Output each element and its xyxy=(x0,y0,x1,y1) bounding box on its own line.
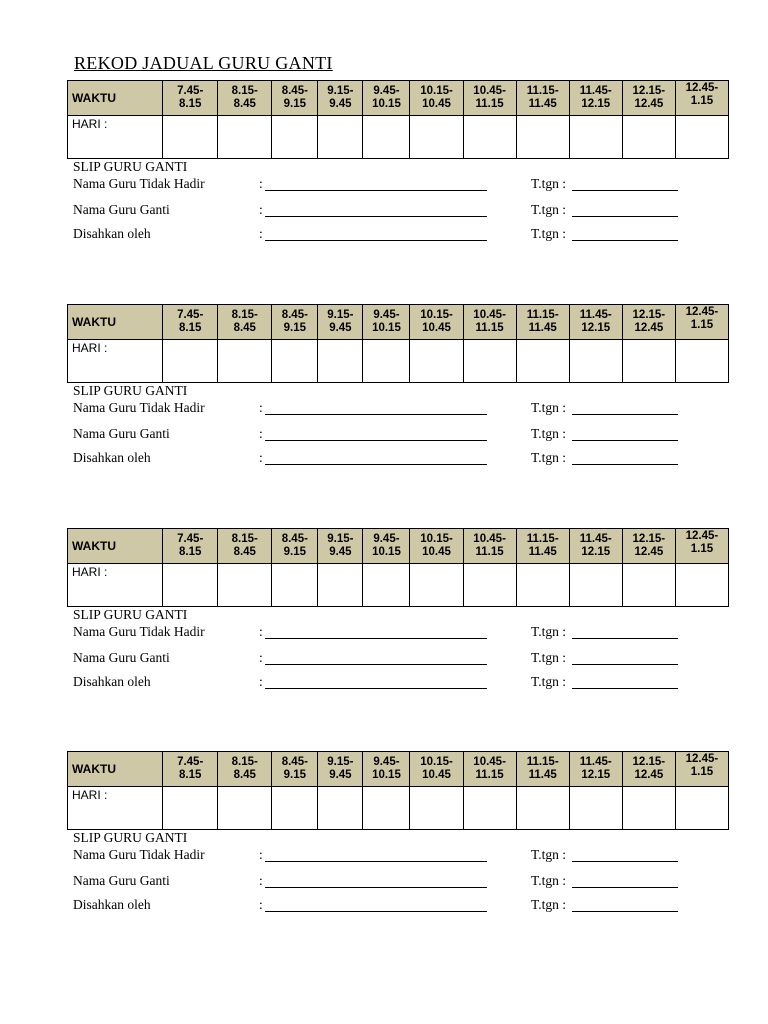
row-label-hari: HARI : xyxy=(68,340,163,383)
schedule-cell[interactable] xyxy=(569,787,622,830)
schedule-cell[interactable] xyxy=(675,116,728,159)
header-waktu: WAKTU xyxy=(68,752,163,787)
slip-field-row xyxy=(73,674,683,692)
schedule-cell[interactable] xyxy=(622,564,675,607)
timetable-hari-row xyxy=(68,116,729,159)
slip-field-label: Disahkan oleh xyxy=(73,226,151,241)
colon: : xyxy=(259,897,263,912)
schedule-cell[interactable] xyxy=(410,564,463,607)
slip-field-label: Nama Guru Tidak Hadir xyxy=(73,624,205,639)
slip-field-blank[interactable] xyxy=(265,190,487,191)
signature-label: T.tgn : xyxy=(531,226,566,241)
header-time-slot: 8.45- 9.15 xyxy=(272,305,318,340)
colon: : xyxy=(259,847,263,862)
schedule-cell[interactable] xyxy=(569,564,622,607)
signature-label: T.tgn : xyxy=(531,176,566,191)
colon: : xyxy=(259,176,263,191)
signature-blank[interactable] xyxy=(572,414,678,415)
slip-field-blank[interactable] xyxy=(265,216,487,217)
header-time-slot: 11.45- 12.15 xyxy=(569,81,622,116)
schedule-cell[interactable] xyxy=(516,787,569,830)
schedule-cell[interactable] xyxy=(622,116,675,159)
header-time-slot: 11.15- 11.45 xyxy=(516,752,569,787)
schedule-cell[interactable] xyxy=(318,340,363,383)
slip-field-row xyxy=(73,450,683,468)
slip-field-label: Disahkan oleh xyxy=(73,674,151,689)
signature-label: T.tgn : xyxy=(531,202,566,217)
slip-field-blank[interactable] xyxy=(265,414,487,415)
slip-field-row xyxy=(73,426,683,444)
header-time-slot: 11.15- 11.45 xyxy=(516,305,569,340)
schedule-block xyxy=(67,304,729,473)
slip-field-blank[interactable] xyxy=(265,464,487,465)
timetable-hari-row xyxy=(68,340,729,383)
schedule-cell[interactable] xyxy=(318,564,363,607)
header-time-slot: 8.15- 8.45 xyxy=(218,752,272,787)
schedule-cell[interactable] xyxy=(272,564,318,607)
page-title: REKOD JADUAL GURU GANTI xyxy=(74,53,333,73)
row-label-hari: HARI : xyxy=(68,116,163,159)
schedule-block xyxy=(67,751,729,920)
schedule-cell[interactable] xyxy=(363,116,410,159)
header-time-slot: 10.15- 10.45 xyxy=(410,752,463,787)
header-time-slot: 12.15- 12.45 xyxy=(622,305,675,340)
signature-label: T.tgn : xyxy=(531,624,566,639)
slip-title: SLIP GURU GANTI xyxy=(73,830,188,845)
signature-blank[interactable] xyxy=(572,240,678,241)
schedule-cell[interactable] xyxy=(272,116,318,159)
slip-field-blank[interactable] xyxy=(265,911,487,912)
slip-field-row xyxy=(73,202,683,220)
colon: : xyxy=(259,674,263,689)
schedule-cell[interactable] xyxy=(318,787,363,830)
schedule-cell[interactable] xyxy=(163,116,218,159)
schedule-cell[interactable] xyxy=(463,564,516,607)
schedule-cell[interactable] xyxy=(675,564,728,607)
schedule-cell[interactable] xyxy=(363,787,410,830)
slip-title: SLIP GURU GANTI xyxy=(73,607,188,622)
slip-field-blank[interactable] xyxy=(265,638,487,639)
schedule-cell[interactable] xyxy=(463,340,516,383)
slip-title: SLIP GURU GANTI xyxy=(73,383,188,398)
row-label-hari: HARI : xyxy=(68,787,163,830)
slip-field-row xyxy=(73,847,683,865)
signature-label: T.tgn : xyxy=(531,450,566,465)
schedule-cell[interactable] xyxy=(463,116,516,159)
signature-label: T.tgn : xyxy=(531,650,566,665)
schedule-cell[interactable] xyxy=(410,340,463,383)
schedule-block xyxy=(67,528,729,697)
signature-label: T.tgn : xyxy=(531,674,566,689)
slip-field-blank[interactable] xyxy=(265,240,487,241)
colon: : xyxy=(259,426,263,441)
header-time-slot: 11.15- 11.45 xyxy=(516,529,569,564)
slip-field-label: Nama Guru Ganti xyxy=(73,426,170,441)
signature-label: T.tgn : xyxy=(531,400,566,415)
slip-field-label: Nama Guru Tidak Hadir xyxy=(73,176,205,191)
signature-blank[interactable] xyxy=(572,911,678,912)
slip-field-label: Nama Guru Ganti xyxy=(73,873,170,888)
colon: : xyxy=(259,202,263,217)
header-time-slot: 9.45- 10.15 xyxy=(363,529,410,564)
schedule-cell[interactable] xyxy=(363,340,410,383)
colon: : xyxy=(259,650,263,665)
schedule-cell[interactable] xyxy=(363,564,410,607)
signature-blank[interactable] xyxy=(572,440,678,441)
slip-section xyxy=(67,383,729,473)
header-time-slot: 9.15- 9.45 xyxy=(318,752,363,787)
slip-field-blank[interactable] xyxy=(265,664,487,665)
schedule-cell[interactable] xyxy=(163,340,218,383)
slip-field-row xyxy=(73,650,683,668)
slip-field-row xyxy=(73,624,683,642)
schedule-cell[interactable] xyxy=(516,116,569,159)
header-waktu: WAKTU xyxy=(68,81,163,116)
slip-section xyxy=(67,607,729,697)
slip-section xyxy=(67,830,729,920)
schedule-cell[interactable] xyxy=(463,787,516,830)
schedule-cell[interactable] xyxy=(218,340,272,383)
schedule-cell[interactable] xyxy=(218,564,272,607)
header-time-slot: 12.15- 12.45 xyxy=(622,752,675,787)
timetable-header-row xyxy=(68,305,729,340)
timetable xyxy=(67,80,729,159)
colon: : xyxy=(259,624,263,639)
signature-label: T.tgn : xyxy=(531,847,566,862)
slip-field-row xyxy=(73,873,683,891)
schedule-cell[interactable] xyxy=(622,787,675,830)
header-time-slot: 7.45- 8.15 xyxy=(163,752,218,787)
schedule-cell[interactable] xyxy=(218,787,272,830)
header-time-slot: 9.15- 9.45 xyxy=(318,81,363,116)
schedule-cell[interactable] xyxy=(410,787,463,830)
header-time-slot: 8.15- 8.45 xyxy=(218,81,272,116)
row-label-hari: HARI : xyxy=(68,564,163,607)
header-waktu: WAKTU xyxy=(68,529,163,564)
schedule-cell[interactable] xyxy=(272,340,318,383)
header-time-slot: 12.45- 1.15 xyxy=(675,752,728,787)
header-time-slot: 9.45- 10.15 xyxy=(363,81,410,116)
signature-blank[interactable] xyxy=(572,216,678,217)
slip-title: SLIP GURU GANTI xyxy=(73,159,188,174)
timetable-hari-row xyxy=(68,564,729,607)
header-time-slot: 11.45- 12.15 xyxy=(569,529,622,564)
colon: : xyxy=(259,450,263,465)
slip-field-row xyxy=(73,400,683,418)
header-time-slot: 10.15- 10.45 xyxy=(410,529,463,564)
slip-field-row xyxy=(73,897,683,915)
header-time-slot: 10.15- 10.45 xyxy=(410,81,463,116)
timetable-header-row xyxy=(68,752,729,787)
schedule-cell[interactable] xyxy=(675,787,728,830)
signature-blank[interactable] xyxy=(572,664,678,665)
slip-field-label: Nama Guru Tidak Hadir xyxy=(73,847,205,862)
header-time-slot: 10.15- 10.45 xyxy=(410,305,463,340)
header-time-slot: 8.45- 9.15 xyxy=(272,81,318,116)
schedule-cell[interactable] xyxy=(569,116,622,159)
slip-field-blank[interactable] xyxy=(265,887,487,888)
slip-field-label: Disahkan oleh xyxy=(73,450,151,465)
header-time-slot: 9.15- 9.45 xyxy=(318,529,363,564)
colon: : xyxy=(259,400,263,415)
timetable-hari-row xyxy=(68,787,729,830)
header-time-slot: 11.15- 11.45 xyxy=(516,81,569,116)
header-time-slot: 8.15- 8.45 xyxy=(218,529,272,564)
timetable-header-row xyxy=(68,81,729,116)
slip-section xyxy=(67,159,729,249)
schedule-cell[interactable] xyxy=(622,340,675,383)
slip-field-blank[interactable] xyxy=(265,688,487,689)
header-time-slot: 7.45- 8.15 xyxy=(163,305,218,340)
header-time-slot: 12.45- 1.15 xyxy=(675,529,728,564)
slip-field-row xyxy=(73,226,683,244)
header-time-slot: 8.15- 8.45 xyxy=(218,305,272,340)
schedule-cell[interactable] xyxy=(218,116,272,159)
header-time-slot: 7.45- 8.15 xyxy=(163,529,218,564)
schedule-cell[interactable] xyxy=(675,340,728,383)
slip-field-blank[interactable] xyxy=(265,861,487,862)
signature-label: T.tgn : xyxy=(531,873,566,888)
header-time-slot: 12.45- 1.15 xyxy=(675,81,728,116)
header-time-slot: 12.15- 12.45 xyxy=(622,529,675,564)
header-time-slot: 12.15- 12.45 xyxy=(622,81,675,116)
schedule-cell[interactable] xyxy=(272,787,318,830)
timetable xyxy=(67,304,729,383)
header-time-slot: 10.45- 11.15 xyxy=(463,81,516,116)
signature-blank[interactable] xyxy=(572,638,678,639)
colon: : xyxy=(259,873,263,888)
schedule-cell[interactable] xyxy=(569,340,622,383)
header-time-slot: 9.45- 10.15 xyxy=(363,752,410,787)
timetable xyxy=(67,751,729,830)
schedule-cell[interactable] xyxy=(516,564,569,607)
schedule-cell[interactable] xyxy=(163,564,218,607)
schedule-cell[interactable] xyxy=(163,787,218,830)
slip-field-label: Nama Guru Tidak Hadir xyxy=(73,400,205,415)
timetable xyxy=(67,528,729,607)
header-time-slot: 8.45- 9.15 xyxy=(272,529,318,564)
timetable-header-row xyxy=(68,529,729,564)
signature-blank[interactable] xyxy=(572,887,678,888)
signature-blank[interactable] xyxy=(572,464,678,465)
schedule-cell[interactable] xyxy=(318,116,363,159)
signature-blank[interactable] xyxy=(572,190,678,191)
signature-blank[interactable] xyxy=(572,688,678,689)
header-time-slot: 10.45- 11.15 xyxy=(463,305,516,340)
signature-label: T.tgn : xyxy=(531,897,566,912)
header-time-slot: 7.45- 8.15 xyxy=(163,81,218,116)
header-time-slot: 9.15- 9.45 xyxy=(318,305,363,340)
slip-field-label: Nama Guru Ganti xyxy=(73,202,170,217)
schedule-cell[interactable] xyxy=(410,116,463,159)
signature-label: T.tgn : xyxy=(531,426,566,441)
schedule-block xyxy=(67,80,729,249)
header-time-slot: 12.45- 1.15 xyxy=(675,305,728,340)
slip-field-blank[interactable] xyxy=(265,440,487,441)
header-time-slot: 11.45- 12.15 xyxy=(569,305,622,340)
header-time-slot: 10.45- 11.15 xyxy=(463,752,516,787)
signature-blank[interactable] xyxy=(572,861,678,862)
slip-field-row xyxy=(73,176,683,194)
header-waktu: WAKTU xyxy=(68,305,163,340)
header-time-slot: 8.45- 9.15 xyxy=(272,752,318,787)
slip-field-label: Disahkan oleh xyxy=(73,897,151,912)
header-time-slot: 9.45- 10.15 xyxy=(363,305,410,340)
colon: : xyxy=(259,226,263,241)
schedule-cell[interactable] xyxy=(516,340,569,383)
header-time-slot: 10.45- 11.15 xyxy=(463,529,516,564)
slip-field-label: Nama Guru Ganti xyxy=(73,650,170,665)
header-time-slot: 11.45- 12.15 xyxy=(569,752,622,787)
